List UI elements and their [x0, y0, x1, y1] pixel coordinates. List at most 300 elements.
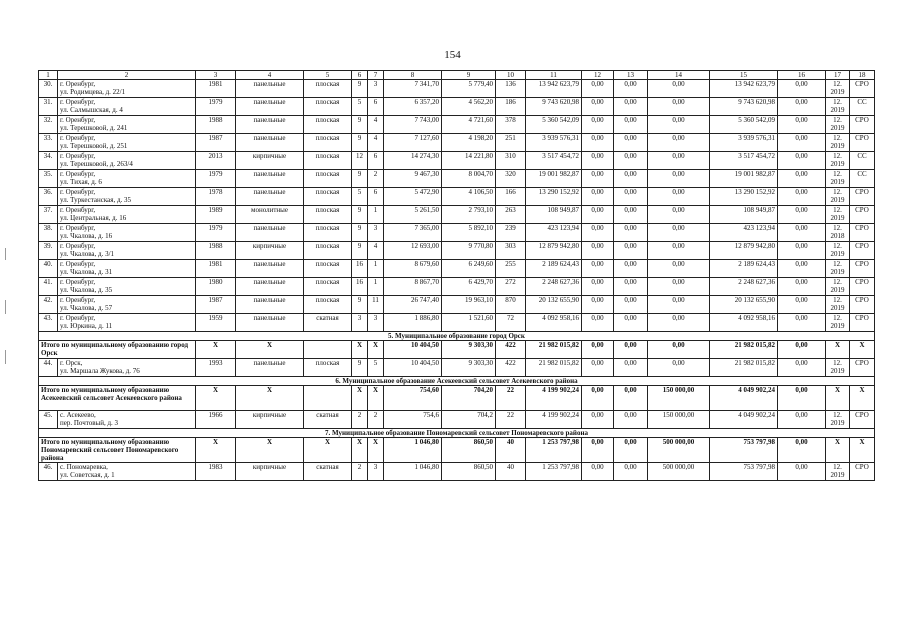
floors: 12: [352, 152, 368, 170]
address-street: ул. Родимцева, д. 22/1: [60, 88, 126, 96]
floors: 9: [352, 359, 368, 377]
fund-4: 12 879 942,80: [710, 242, 778, 260]
address: [58, 463, 196, 481]
completion-term: [826, 359, 850, 377]
x-mark: Х: [196, 438, 236, 463]
term-month: 12.: [833, 116, 842, 124]
wall-material: кирпичные: [236, 242, 304, 260]
entrances: 1: [368, 278, 384, 296]
x-mark: Х: [826, 386, 850, 411]
living-area: 4 198,20: [442, 134, 496, 152]
roof-type: плоская: [304, 206, 352, 224]
address-city: г. Оренбург,: [60, 296, 96, 304]
table-row: [39, 242, 875, 260]
completion-term: [826, 224, 850, 242]
wall-material: монолитные: [236, 206, 304, 224]
address: [58, 98, 196, 116]
fund-5: 0,00: [778, 152, 826, 170]
term-year: 2019: [830, 142, 845, 150]
fund-4: 4 092 958,16: [710, 314, 778, 332]
roof-type: плоская: [304, 80, 352, 98]
financing-method: СРО: [850, 224, 875, 242]
x-mark: Х: [352, 341, 368, 359]
address: [58, 134, 196, 152]
floors: 9: [352, 296, 368, 314]
fund-2: 0,00: [614, 359, 648, 377]
fund-4: 21 982 015,82: [710, 359, 778, 377]
floors: 16: [352, 278, 368, 296]
section-title: 5. Муниципальное образование город Орск: [39, 332, 875, 341]
fund-2: 0,00: [614, 224, 648, 242]
build-year: 1959: [196, 314, 236, 332]
address: [58, 411, 196, 429]
fund-1: 0,00: [582, 278, 614, 296]
address: [58, 359, 196, 377]
address-city: г. Оренбург,: [60, 116, 96, 124]
address: [58, 314, 196, 332]
address-street: ул. Чкалова, д. 57: [60, 304, 113, 312]
term-year: 2019: [830, 471, 845, 479]
address-city: с. Пономаревка,: [60, 463, 108, 471]
term-month: 12.: [833, 188, 842, 196]
table-row: [39, 463, 875, 481]
financing-method: СС: [850, 170, 875, 188]
build-year: 1979: [196, 170, 236, 188]
completion-term: [826, 463, 850, 481]
fund-4: 2 189 624,43: [710, 260, 778, 278]
address-city: с. Асекеево,: [60, 411, 96, 419]
total-area: 7 127,60: [384, 134, 442, 152]
build-year: 1981: [196, 260, 236, 278]
floors: 9: [352, 170, 368, 188]
fund-4: 3 939 576,31: [710, 134, 778, 152]
x-mark: Х: [196, 341, 236, 359]
column-number: 5: [304, 71, 352, 80]
completion-term: [826, 206, 850, 224]
x-mark: Х: [850, 438, 875, 463]
roof-type: плоская: [304, 359, 352, 377]
financing-method: СРО: [850, 242, 875, 260]
financing-method: СРО: [850, 80, 875, 98]
fund-4: 423 123,94: [710, 224, 778, 242]
total-cost: 4 199 902,24: [526, 411, 582, 429]
wall-material: панельные: [236, 278, 304, 296]
row-number: 38.: [39, 224, 58, 242]
roof-type: скатная: [304, 411, 352, 429]
x-mark: Х: [850, 386, 875, 411]
address-city: г. Оренбург,: [60, 224, 96, 232]
build-year: 1987: [196, 134, 236, 152]
fund-2: 0,00: [614, 152, 648, 170]
fund-5: 0,00: [778, 341, 826, 359]
fund-4: 19 001 982,87: [710, 170, 778, 188]
fund-1: 0,00: [582, 206, 614, 224]
fund-4: 5 360 542,09: [710, 116, 778, 134]
term-month: 12.: [833, 296, 842, 304]
address-city: г. Оренбург,: [60, 134, 96, 142]
build-year: 1987: [196, 296, 236, 314]
x-mark: Х: [850, 341, 875, 359]
living-area: 4 721,60: [442, 116, 496, 134]
total-label: Итого по муниципальному образованию Асекеевский сельсовет Асекеевского района: [39, 386, 196, 411]
living-area: 8 004,70: [442, 170, 496, 188]
term-year: 2019: [830, 214, 845, 222]
fund-5: 0,00: [778, 314, 826, 332]
living-area: 1 521,60: [442, 314, 496, 332]
fund-1: 0,00: [582, 224, 614, 242]
living-area: 5 779,40: [442, 80, 496, 98]
completion-term: [826, 134, 850, 152]
address-city: г. Оренбург,: [60, 206, 96, 214]
floors: 9: [352, 116, 368, 134]
fund-5: 0,00: [778, 463, 826, 481]
fund-3: 0,00: [648, 152, 710, 170]
fund-3: 0,00: [648, 206, 710, 224]
address: [58, 206, 196, 224]
floors: 9: [352, 134, 368, 152]
wall-material: панельные: [236, 314, 304, 332]
build-year: 1966: [196, 411, 236, 429]
x-mark: [304, 341, 352, 359]
column-number: 10: [496, 71, 526, 80]
column-number: 2: [58, 71, 196, 80]
fund-3: 0,00: [648, 134, 710, 152]
term-year: 2019: [830, 250, 845, 258]
completion-term: [826, 411, 850, 429]
address-street: пер. Почтовый, д. 3: [60, 419, 119, 427]
living-area: 704,2: [442, 411, 496, 429]
total-area: 754,6: [384, 411, 442, 429]
housing-table: [38, 70, 875, 481]
address-street: ул. Туркестанская, д. 35: [60, 196, 132, 204]
total-cost: 21 982 015,82: [526, 359, 582, 377]
living-area: 9 303,30: [442, 341, 496, 359]
column-number: 18: [850, 71, 875, 80]
term-year: 2019: [830, 88, 845, 96]
total-area: 8 679,60: [384, 260, 442, 278]
completion-term: [826, 260, 850, 278]
wall-material: панельные: [236, 80, 304, 98]
fund-1: 0,00: [582, 386, 614, 411]
total-area: 7 341,70: [384, 80, 442, 98]
fund-5: 0,00: [778, 278, 826, 296]
residents: 310: [496, 152, 526, 170]
column-number: 17: [826, 71, 850, 80]
row-number: 42.: [39, 296, 58, 314]
table-row: [39, 224, 875, 242]
roof-type: плоская: [304, 152, 352, 170]
fund-5: 0,00: [778, 116, 826, 134]
living-area: 9 770,80: [442, 242, 496, 260]
wall-material: кирпичные: [236, 463, 304, 481]
floors: 5: [352, 188, 368, 206]
table-row: [39, 116, 875, 134]
fund-2: 0,00: [614, 134, 648, 152]
total-area: 5 261,50: [384, 206, 442, 224]
roof-type: плоская: [304, 98, 352, 116]
column-number: 14: [648, 71, 710, 80]
table-row: [39, 98, 875, 116]
page-number: 154: [444, 49, 461, 61]
row-number: 44.: [39, 359, 58, 377]
build-year: 1989: [196, 206, 236, 224]
completion-term: [826, 296, 850, 314]
fund-5: 0,00: [778, 411, 826, 429]
address-city: г. Оренбург,: [60, 278, 96, 286]
address-street: ул. Маршала Жукова, д. 76: [60, 367, 140, 375]
x-mark: Х: [352, 438, 368, 463]
entrances: 4: [368, 134, 384, 152]
build-year: 1988: [196, 242, 236, 260]
fund-3: 0,00: [648, 98, 710, 116]
fund-2: 0,00: [614, 386, 648, 411]
section-header-row: [39, 377, 875, 386]
wall-material: панельные: [236, 116, 304, 134]
row-number: 43.: [39, 314, 58, 332]
fund-3: 0,00: [648, 278, 710, 296]
total-area: 754,60: [384, 386, 442, 411]
term-month: 12.: [833, 224, 842, 232]
margin-mark: [5, 248, 6, 260]
term-year: 2019: [830, 268, 845, 276]
column-number: 13: [614, 71, 648, 80]
entrances: 5: [368, 359, 384, 377]
residents: 320: [496, 170, 526, 188]
total-cost: 19 001 982,87: [526, 170, 582, 188]
living-area: 6 429,70: [442, 278, 496, 296]
row-number: 33.: [39, 134, 58, 152]
financing-method: СРО: [850, 260, 875, 278]
total-cost: 1 253 797,98: [526, 463, 582, 481]
build-year: 1988: [196, 116, 236, 134]
completion-term: [826, 170, 850, 188]
address: [58, 188, 196, 206]
fund-2: 0,00: [614, 341, 648, 359]
financing-method: СРО: [850, 463, 875, 481]
address: [58, 260, 196, 278]
wall-material: панельные: [236, 296, 304, 314]
entrances: 4: [368, 116, 384, 134]
total-area: 1 046,80: [384, 463, 442, 481]
address-city: г. Оренбург,: [60, 170, 96, 178]
address-city: г. Оренбург,: [60, 188, 96, 196]
fund-4: 2 248 627,36: [710, 278, 778, 296]
residents: 136: [496, 80, 526, 98]
fund-2: 0,00: [614, 278, 648, 296]
wall-material: панельные: [236, 359, 304, 377]
term-year: 2019: [830, 160, 845, 168]
total-area: 6 357,20: [384, 98, 442, 116]
wall-material: панельные: [236, 224, 304, 242]
term-year: 2019: [830, 419, 845, 427]
table-row: [39, 170, 875, 188]
completion-term: [826, 314, 850, 332]
completion-term: [826, 188, 850, 206]
entrances: 6: [368, 188, 384, 206]
total-row: [39, 386, 875, 411]
financing-method: СРО: [850, 411, 875, 429]
total-cost: 13 942 623,79: [526, 80, 582, 98]
fund-1: 0,00: [582, 152, 614, 170]
entrances: 1: [368, 260, 384, 278]
residents: 272: [496, 278, 526, 296]
total-cost: 3 517 454,72: [526, 152, 582, 170]
fund-5: 0,00: [778, 242, 826, 260]
column-number: 4: [236, 71, 304, 80]
fund-5: 0,00: [778, 296, 826, 314]
x-mark: Х: [236, 438, 304, 463]
address: [58, 242, 196, 260]
column-number: 16: [778, 71, 826, 80]
total-cost: 4 092 958,16: [526, 314, 582, 332]
residents: 166: [496, 188, 526, 206]
financing-method: СРО: [850, 359, 875, 377]
fund-1: 0,00: [582, 80, 614, 98]
entrances: 6: [368, 98, 384, 116]
fund-2: 0,00: [614, 242, 648, 260]
address-street: ул. Чкалова, д. 16: [60, 232, 113, 240]
term-month: 12.: [833, 463, 842, 471]
entrances: 4: [368, 242, 384, 260]
build-year: 1978: [196, 188, 236, 206]
wall-material: кирпичные: [236, 152, 304, 170]
address: [58, 80, 196, 98]
roof-type: плоская: [304, 116, 352, 134]
roof-type: плоская: [304, 242, 352, 260]
fund-2: 0,00: [614, 260, 648, 278]
fund-5: 0,00: [778, 170, 826, 188]
residents: 40: [496, 463, 526, 481]
term-month: 12.: [833, 134, 842, 142]
column-number: 12: [582, 71, 614, 80]
fund-5: 0,00: [778, 359, 826, 377]
fund-2: 0,00: [614, 314, 648, 332]
fund-1: 0,00: [582, 188, 614, 206]
section-header-row: [39, 332, 875, 341]
wall-material: панельные: [236, 170, 304, 188]
term-year: 2019: [830, 367, 845, 375]
term-month: 12.: [833, 170, 842, 178]
term-year: 2019: [830, 322, 845, 330]
term-month: 12.: [833, 152, 842, 160]
fund-1: 0,00: [582, 341, 614, 359]
table-row: [39, 278, 875, 296]
fund-1: 0,00: [582, 438, 614, 463]
roof-type: плоская: [304, 170, 352, 188]
total-area: 12 693,00: [384, 242, 442, 260]
build-year: 1993: [196, 359, 236, 377]
address-street: ул. Юркина, д. 11: [60, 322, 113, 330]
fund-4: 3 517 454,72: [710, 152, 778, 170]
roof-type: плоская: [304, 224, 352, 242]
total-row: [39, 438, 875, 463]
fund-3: 500 000,00: [648, 438, 710, 463]
living-area: 6 249,60: [442, 260, 496, 278]
term-year: 2019: [830, 178, 845, 186]
total-area: 9 467,30: [384, 170, 442, 188]
fund-4: 9 743 620,98: [710, 98, 778, 116]
address-street: ул. Салмышская, д. 4: [60, 106, 123, 114]
total-cost: 9 743 620,98: [526, 98, 582, 116]
term-month: 12.: [833, 260, 842, 268]
fund-4: 4 049 902,24: [710, 411, 778, 429]
financing-method: СРО: [850, 278, 875, 296]
residents: 22: [496, 386, 526, 411]
row-number: 45.: [39, 411, 58, 429]
fund-3: 150 000,00: [648, 386, 710, 411]
floors: 9: [352, 80, 368, 98]
wall-material: панельные: [236, 260, 304, 278]
residents: 186: [496, 98, 526, 116]
term-month: 12.: [833, 278, 842, 286]
total-area: 1 886,80: [384, 314, 442, 332]
entrances: 2: [368, 411, 384, 429]
residents: 422: [496, 359, 526, 377]
floors: 9: [352, 242, 368, 260]
x-mark: [304, 386, 352, 411]
roof-type: плоская: [304, 278, 352, 296]
x-mark: Х: [368, 341, 384, 359]
fund-1: 0,00: [582, 116, 614, 134]
completion-term: [826, 278, 850, 296]
address-city: г. Орск,: [60, 359, 83, 367]
total-cost: 12 879 942,80: [526, 242, 582, 260]
table-row: [39, 359, 875, 377]
address-city: г. Оренбург,: [60, 80, 96, 88]
residents: 263: [496, 206, 526, 224]
fund-2: 0,00: [614, 438, 648, 463]
total-cost: 4 199 902,24: [526, 386, 582, 411]
floors: 3: [352, 314, 368, 332]
term-year: 2019: [830, 286, 845, 294]
row-number: 34.: [39, 152, 58, 170]
row-number: 41.: [39, 278, 58, 296]
fund-5: 0,00: [778, 98, 826, 116]
build-year: 1979: [196, 224, 236, 242]
fund-1: 0,00: [582, 411, 614, 429]
term-month: 12.: [833, 314, 842, 322]
column-number: 15: [710, 71, 778, 80]
residents: 40: [496, 438, 526, 463]
total-cost: 2 189 624,43: [526, 260, 582, 278]
table-row: [39, 296, 875, 314]
roof-type: скатная: [304, 314, 352, 332]
section-title: 6. Муниципальное образование Асекеевский сельсовет Асекеевского района: [39, 377, 875, 386]
row-number: 46.: [39, 463, 58, 481]
address-city: г. Оренбург,: [60, 152, 96, 160]
fund-1: 0,00: [582, 296, 614, 314]
living-area: 2 793,10: [442, 206, 496, 224]
entrances: 1: [368, 206, 384, 224]
entrances: 2: [368, 170, 384, 188]
residents: 22: [496, 411, 526, 429]
roof-type: плоская: [304, 188, 352, 206]
fund-4: 753 797,98: [710, 463, 778, 481]
fund-5: 0,00: [778, 438, 826, 463]
total-cost: 21 982 015,82: [526, 341, 582, 359]
margin-mark: [5, 350, 6, 364]
completion-term: [826, 98, 850, 116]
address-street: ул. Чкалова, д. 3/1: [60, 250, 115, 258]
fund-3: 0,00: [648, 188, 710, 206]
fund-1: 0,00: [582, 242, 614, 260]
x-mark: Х: [304, 438, 352, 463]
address: [58, 296, 196, 314]
total-area: 10 404,50: [384, 341, 442, 359]
x-mark: Х: [352, 386, 368, 411]
financing-method: СС: [850, 98, 875, 116]
total-cost: 3 939 576,31: [526, 134, 582, 152]
